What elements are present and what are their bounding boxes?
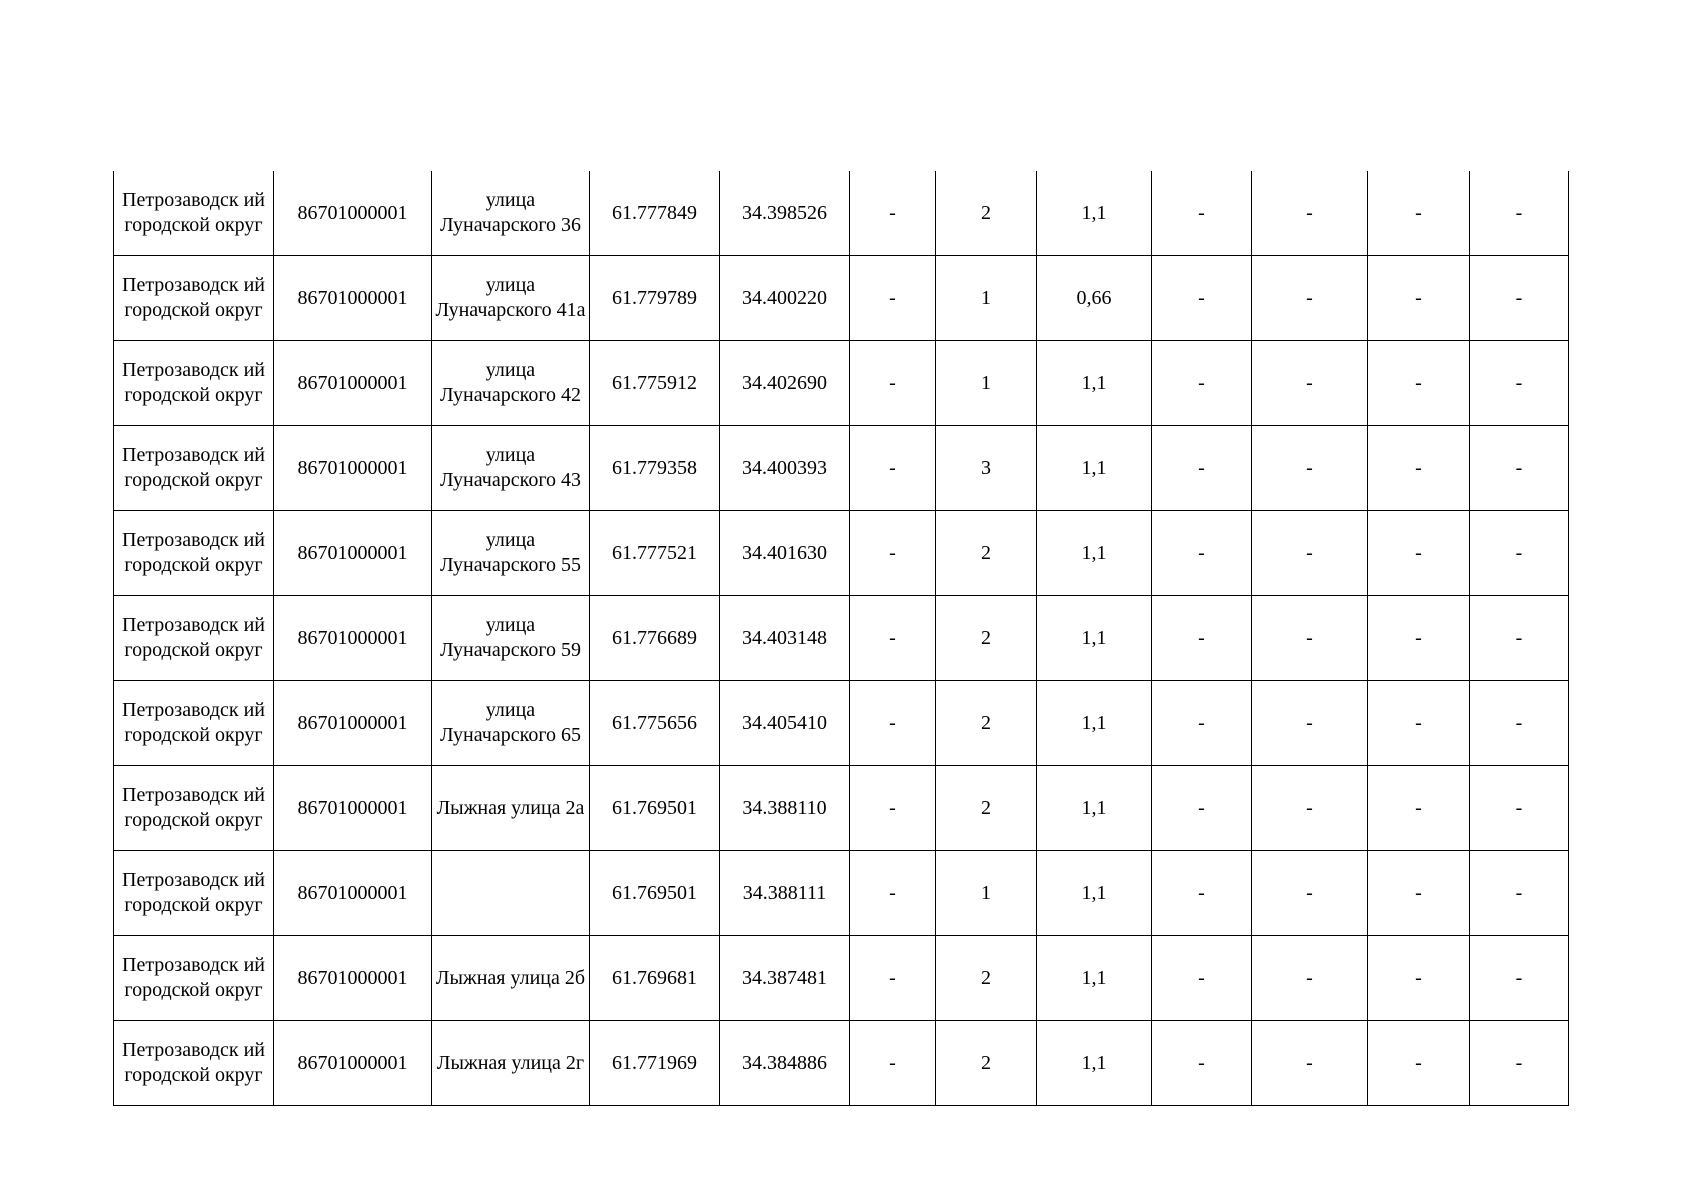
- col9-cell: -: [1152, 1021, 1252, 1106]
- longitude-cell: 34.387481: [720, 936, 850, 1021]
- col12-cell: -: [1470, 171, 1569, 256]
- table-row: [114, 1021, 1569, 1106]
- col11-cell: -: [1368, 341, 1470, 426]
- container-count-cell: 2: [936, 171, 1037, 256]
- oktmo-cell: 86701000001: [274, 596, 432, 681]
- longitude-cell: 34.400393: [720, 426, 850, 511]
- volume-cell: 1,1: [1037, 596, 1152, 681]
- volume-cell: 1,1: [1037, 766, 1152, 851]
- container-count-cell: 2: [936, 511, 1037, 596]
- address-cell: [432, 851, 590, 936]
- col9-cell: -: [1152, 766, 1252, 851]
- col12-cell: -: [1470, 851, 1569, 936]
- latitude-cell: 61.769501: [590, 851, 720, 936]
- col9-cell: -: [1152, 426, 1252, 511]
- col10-cell: -: [1252, 851, 1368, 936]
- latitude-cell: 61.779789: [590, 256, 720, 341]
- col12-cell: -: [1470, 596, 1569, 681]
- address-cell: улица Луначарского 65: [432, 681, 590, 766]
- address-cell: Лыжная улица 2а: [432, 766, 590, 851]
- col9-cell: -: [1152, 511, 1252, 596]
- longitude-cell: 34.402690: [720, 341, 850, 426]
- oktmo-cell: 86701000001: [274, 766, 432, 851]
- latitude-cell: 61.769681: [590, 936, 720, 1021]
- col6-cell: -: [850, 681, 936, 766]
- district-cell: Петрозаводск ий городской округ: [114, 681, 274, 766]
- col6-cell: -: [850, 851, 936, 936]
- col11-cell: -: [1368, 511, 1470, 596]
- oktmo-cell: 86701000001: [274, 341, 432, 426]
- col10-cell: -: [1252, 341, 1368, 426]
- oktmo-cell: 86701000001: [274, 426, 432, 511]
- col12-cell: -: [1470, 341, 1569, 426]
- col6-cell: -: [850, 341, 936, 426]
- latitude-cell: 61.769501: [590, 766, 720, 851]
- col11-cell: -: [1368, 936, 1470, 1021]
- latitude-cell: 61.777521: [590, 511, 720, 596]
- district-cell: Петрозаводск ий городской округ: [114, 256, 274, 341]
- district-cell: Петрозаводск ий городской округ: [114, 171, 274, 256]
- table-row: [114, 596, 1569, 681]
- volume-cell: 1,1: [1037, 171, 1152, 256]
- col6-cell: -: [850, 1021, 936, 1106]
- table-row: [114, 511, 1569, 596]
- district-cell: Петрозаводск ий городской округ: [114, 851, 274, 936]
- col11-cell: -: [1368, 681, 1470, 766]
- volume-cell: 1,1: [1037, 426, 1152, 511]
- volume-cell: 1,1: [1037, 341, 1152, 426]
- address-cell: улица Луначарского 41а: [432, 256, 590, 341]
- table-row: [114, 426, 1569, 511]
- longitude-cell: 34.388111: [720, 851, 850, 936]
- district-cell: Петрозаводск ий городской округ: [114, 766, 274, 851]
- table-row: [114, 256, 1569, 341]
- latitude-cell: 61.776689: [590, 596, 720, 681]
- table-row: [114, 766, 1569, 851]
- container-count-cell: 2: [936, 936, 1037, 1021]
- volume-cell: 1,1: [1037, 681, 1152, 766]
- col10-cell: -: [1252, 1021, 1368, 1106]
- col10-cell: -: [1252, 511, 1368, 596]
- container-count-cell: 1: [936, 256, 1037, 341]
- table-row: [114, 171, 1569, 256]
- col6-cell: -: [850, 766, 936, 851]
- oktmo-cell: 86701000001: [274, 256, 432, 341]
- longitude-cell: 34.384886: [720, 1021, 850, 1106]
- address-cell: Лыжная улица 2г: [432, 1021, 590, 1106]
- table-row: [114, 341, 1569, 426]
- col9-cell: -: [1152, 681, 1252, 766]
- col12-cell: -: [1470, 256, 1569, 341]
- longitude-cell: 34.403148: [720, 596, 850, 681]
- volume-cell: 0,66: [1037, 256, 1152, 341]
- col12-cell: -: [1470, 511, 1569, 596]
- container-count-cell: 2: [936, 1021, 1037, 1106]
- col11-cell: -: [1368, 766, 1470, 851]
- table-row: [114, 936, 1569, 1021]
- oktmo-cell: 86701000001: [274, 851, 432, 936]
- col10-cell: -: [1252, 256, 1368, 341]
- col9-cell: -: [1152, 171, 1252, 256]
- document-table-container: [113, 171, 1568, 1106]
- longitude-cell: 34.400220: [720, 256, 850, 341]
- latitude-cell: 61.779358: [590, 426, 720, 511]
- table-row: [114, 851, 1569, 936]
- col11-cell: -: [1368, 851, 1470, 936]
- address-cell: улица Луначарского 43: [432, 426, 590, 511]
- col6-cell: -: [850, 511, 936, 596]
- col9-cell: -: [1152, 851, 1252, 936]
- container-count-cell: 1: [936, 851, 1037, 936]
- col10-cell: -: [1252, 426, 1368, 511]
- oktmo-cell: 86701000001: [274, 681, 432, 766]
- address-cell: Лыжная улица 2б: [432, 936, 590, 1021]
- container-count-cell: 2: [936, 766, 1037, 851]
- col11-cell: -: [1368, 1021, 1470, 1106]
- longitude-cell: 34.405410: [720, 681, 850, 766]
- district-cell: Петрозаводск ий городской округ: [114, 511, 274, 596]
- col9-cell: -: [1152, 936, 1252, 1021]
- address-cell: улица Луначарского 42: [432, 341, 590, 426]
- latitude-cell: 61.775912: [590, 341, 720, 426]
- volume-cell: 1,1: [1037, 851, 1152, 936]
- col6-cell: -: [850, 256, 936, 341]
- oktmo-cell: 86701000001: [274, 511, 432, 596]
- waste-sites-table: [113, 171, 1569, 1106]
- col11-cell: -: [1368, 256, 1470, 341]
- col10-cell: -: [1252, 936, 1368, 1021]
- latitude-cell: 61.777849: [590, 171, 720, 256]
- address-cell: улица Луначарского 55: [432, 511, 590, 596]
- col11-cell: -: [1368, 426, 1470, 511]
- col12-cell: -: [1470, 766, 1569, 851]
- oktmo-cell: 86701000001: [274, 936, 432, 1021]
- col10-cell: -: [1252, 596, 1368, 681]
- col10-cell: -: [1252, 681, 1368, 766]
- oktmo-cell: 86701000001: [274, 171, 432, 256]
- latitude-cell: 61.775656: [590, 681, 720, 766]
- col9-cell: -: [1152, 341, 1252, 426]
- col12-cell: -: [1470, 426, 1569, 511]
- col12-cell: -: [1470, 681, 1569, 766]
- oktmo-cell: 86701000001: [274, 1021, 432, 1106]
- col9-cell: -: [1152, 596, 1252, 681]
- district-cell: Петрозаводск ий городской округ: [114, 1021, 274, 1106]
- col6-cell: -: [850, 936, 936, 1021]
- col6-cell: -: [850, 171, 936, 256]
- col12-cell: -: [1470, 1021, 1569, 1106]
- col10-cell: -: [1252, 766, 1368, 851]
- district-cell: Петрозаводск ий городской округ: [114, 426, 274, 511]
- col6-cell: -: [850, 596, 936, 681]
- address-cell: улица Луначарского 59: [432, 596, 590, 681]
- longitude-cell: 34.398526: [720, 171, 850, 256]
- district-cell: Петрозаводск ий городской округ: [114, 596, 274, 681]
- table-row: [114, 681, 1569, 766]
- longitude-cell: 34.401630: [720, 511, 850, 596]
- container-count-cell: 2: [936, 596, 1037, 681]
- container-count-cell: 3: [936, 426, 1037, 511]
- address-cell: улица Луначарского 36: [432, 171, 590, 256]
- volume-cell: 1,1: [1037, 511, 1152, 596]
- table-body: [114, 171, 1569, 1106]
- latitude-cell: 61.771969: [590, 1021, 720, 1106]
- longitude-cell: 34.388110: [720, 766, 850, 851]
- container-count-cell: 1: [936, 341, 1037, 426]
- volume-cell: 1,1: [1037, 1021, 1152, 1106]
- district-cell: Петрозаводск ий городской округ: [114, 936, 274, 1021]
- container-count-cell: 2: [936, 681, 1037, 766]
- col6-cell: -: [850, 426, 936, 511]
- district-cell: Петрозаводск ий городской округ: [114, 341, 274, 426]
- col10-cell: -: [1252, 171, 1368, 256]
- col9-cell: -: [1152, 256, 1252, 341]
- col11-cell: -: [1368, 596, 1470, 681]
- volume-cell: 1,1: [1037, 936, 1152, 1021]
- col12-cell: -: [1470, 936, 1569, 1021]
- col11-cell: -: [1368, 171, 1470, 256]
